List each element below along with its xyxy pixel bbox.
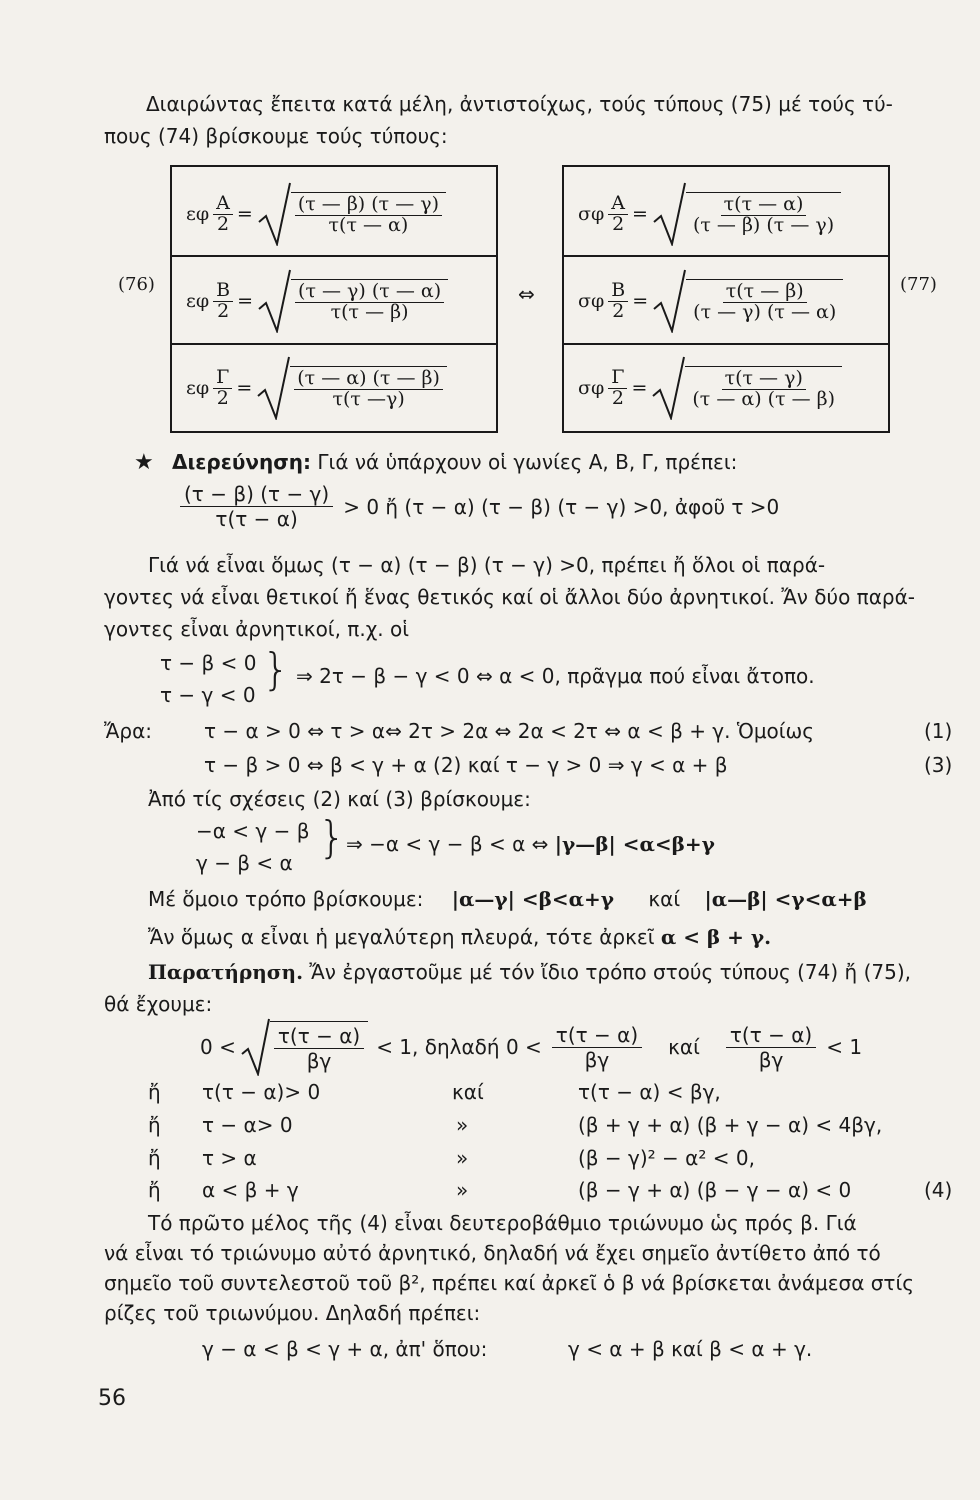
paragraph-line-3: γοντες εἶναι ἀρνητικοί, π.χ. οἱ (104, 617, 409, 641)
paragraph-line-1: Γιά νά εἶναι ὅμως (τ − α) (τ − β) (τ − γ) >0, πρέπει ἤ ὅλοι οἱ παρά- (148, 553, 826, 577)
tan-fn: εφ (186, 203, 210, 225)
eq-number-3: (3) (924, 753, 953, 777)
eq-number-1: (1) (924, 719, 953, 743)
star-icon: ★ (134, 450, 154, 475)
tan-half-a-formula (186, 175, 446, 253)
radical-sign-icon (651, 356, 685, 420)
cot-fn: σφ (578, 203, 605, 225)
conclusion-line-3: σημεῖο τοῦ συντελεστοῦ τοῦ β², πρέπει καί ἀρκεῖ ὁ β νά βρίσκεται ἀνάμεσα στίς (104, 1271, 914, 1295)
radical-sign-icon (652, 269, 686, 333)
paragraph-line-2: γοντες νά εἶναι θετικοί ἤ ἕνας θετικός καί οἱ ἄλλοι δύο ἀρνητικοί. Ἄν δύο παρά- (104, 585, 915, 609)
right-brace: } (318, 812, 346, 863)
intro-line-1: Διαιρώντας ἔπειτα κατά μέλη, ἀντιστοίχως, τούς τύπους (75) μέ τούς τύ- (146, 92, 893, 116)
cot-half-b-formula: σφ $\frac{B}{2}$ = $\frac{\tau(\tau — \beta)}{(\tau — \gamma) (\tau — \alpha)}$ (578, 262, 843, 340)
page-number: 56 (98, 1386, 126, 1411)
right-brace: } (262, 644, 290, 695)
conclusion-line-2: νά εἶναι τό τριώνυμο αὐτό ἀρνητικό, δηλαδή νά ἔχει σημεῖο ἀντίθετο ἀπό τό (104, 1241, 881, 1265)
triangle-inequality-2: |α—γ| <β<α+γ (451, 887, 614, 911)
cot-half-a-formula: σφ $\frac{A}{2}$ = $\frac{\tau(\tau — \alpha)}{(\tau — \beta) (\tau — \gamma)}$ (578, 175, 841, 253)
radical-sign-icon (257, 182, 291, 246)
intro-line-2: πους (74) βρίσκουμε τούς τύπους: (104, 124, 448, 148)
radical-sign-icon (257, 269, 291, 333)
from-relations: Ἀπό τίς σχέσεις (2) καί (3) βρίσκουμε: (148, 787, 531, 811)
formula-label-77: (77) (900, 274, 937, 295)
remark-title: Παρατήρηση. (148, 960, 304, 984)
radical-sign-icon (652, 182, 686, 246)
triangle-inequality-1: |γ—β| <α<β+γ (554, 832, 715, 856)
eq-number-4: (4) (924, 1178, 953, 1202)
radical-sign-icon (256, 356, 290, 420)
similar-line: Μέ ὅμοιο τρόπο βρίσκουμε: |α—γ| <β<α+γ καί |α—β| <γ<α+β (148, 887, 867, 911)
sqrt-numerator: (τ — β) (τ — γ) (295, 195, 442, 216)
radical-sign-icon (240, 1018, 270, 1076)
largest-side-line: Ἄν ὅμως α εἶναι ἡ μεγαλύτερη πλευρά, τότε ἀρκεῖ α < β + γ. (148, 925, 772, 949)
sqrt-radical (257, 182, 446, 246)
tan-half-c-formula: εφ $\frac{\Gamma}{2}$ = $\frac{(\tau — \alpha) (\tau — \beta)}{\tau(\tau —\gamma)}$ (186, 349, 447, 427)
equals-sign: = (236, 203, 253, 225)
angle-a: Α (213, 194, 233, 215)
formula-label-76: (76) (118, 274, 155, 295)
conclusion-line-4: ρίζες τοῦ τριωνύμου. Δηλαδή πρέπει: (104, 1301, 481, 1325)
final-condition-right: γ < α + β καί β < α + γ. (568, 1337, 813, 1361)
tangent-formulas-box (170, 165, 498, 433)
remark-line-2: θά ἔχουμε: (104, 992, 213, 1016)
system2-ineq-a: −α < γ − β (196, 819, 310, 843)
triangle-inequality-3: |α—β| <γ<α+β (704, 887, 867, 911)
remark-inequality: 0 < $\frac{\tau(\tau - \alpha)}{\beta\gamma}$ < 1, δηλαδή 0 < $\frac{\tau(\tau - \alpha)}{\beta\gamma}$ καί $\frac{\tau(\tau - \alpha)}{\beta\gamma}$ < 1 (200, 1018, 862, 1076)
discussion-condition (180, 482, 779, 531)
condition-text: > 0 ἤ (τ − α) (τ − β) (τ − γ) >0, ἀφοῦ τ >0 (343, 494, 780, 519)
ara-line-1: τ − α > 0 ⇔ τ > α⇔ 2τ > 2α ⇔ 2α < 2τ ⇔ α < β + γ. Ὁμοίως (204, 719, 815, 743)
system1-result: ⇒ 2τ − β − γ < 0 ⇔ α < 0, πρᾶγμα πού εἶναι ἄτοπο. (296, 664, 815, 688)
tan-half-b-formula: εφ $\frac{B}{2}$ = $\frac{(\tau — \gamma) (\tau — \alpha)}{\tau(\tau — \beta)}$ (186, 262, 448, 340)
system2-result: ⇒ −α < γ − β < α ⇔ |γ—β| <α<β+γ (346, 832, 715, 856)
cot-half-c-formula: σφ $\frac{\Gamma}{2}$ = $\frac{\tau(\tau — \gamma)}{(\tau — \alpha) (\tau — \beta)}$ (578, 349, 842, 427)
condition-numerator: (τ − β) (τ − γ) (180, 482, 333, 507)
condition-denominator: τ(τ − α) (215, 507, 298, 531)
equivalence-arrow: ⇔ (518, 282, 535, 306)
sqrt-denominator: τ(τ — α) (328, 214, 409, 236)
remark-line-1: Παρατήρηση. Ἄν ἐργαστοῦμε μέ τόν ἴδιο τρόπο στούς τύπους (74) ἤ (75), (148, 960, 911, 984)
conclusion-line-1: Τό πρῶτο μέλος τῆς (4) εἶναι δευτεροβάθμιο τριώνυμο ὡς πρός β. Γιά (148, 1211, 857, 1235)
discussion-title: Διερεύνηση: (172, 450, 312, 474)
cotangent-formulas-box (562, 165, 890, 433)
system1-ineq-a: τ − β < 0 (160, 651, 257, 675)
system2-ineq-b: γ − β < α (196, 851, 293, 875)
discussion-text: Γιά νά ὑπάρχουν οἱ γωνίες Α, Β, Γ, πρέπει: (317, 450, 738, 474)
half-2: 2 (216, 212, 230, 235)
ara-line-2: τ − β > 0 ⇔ β < γ + α (2) καί τ − γ > 0 ⇒ γ < α + β (204, 753, 728, 777)
final-condition-left: γ − α < β < γ + α, ἀπ' ὅπου: (202, 1337, 488, 1361)
ara-label: Ἄρα: (104, 719, 152, 743)
system1-ineq-b: τ − γ < 0 (160, 683, 256, 707)
